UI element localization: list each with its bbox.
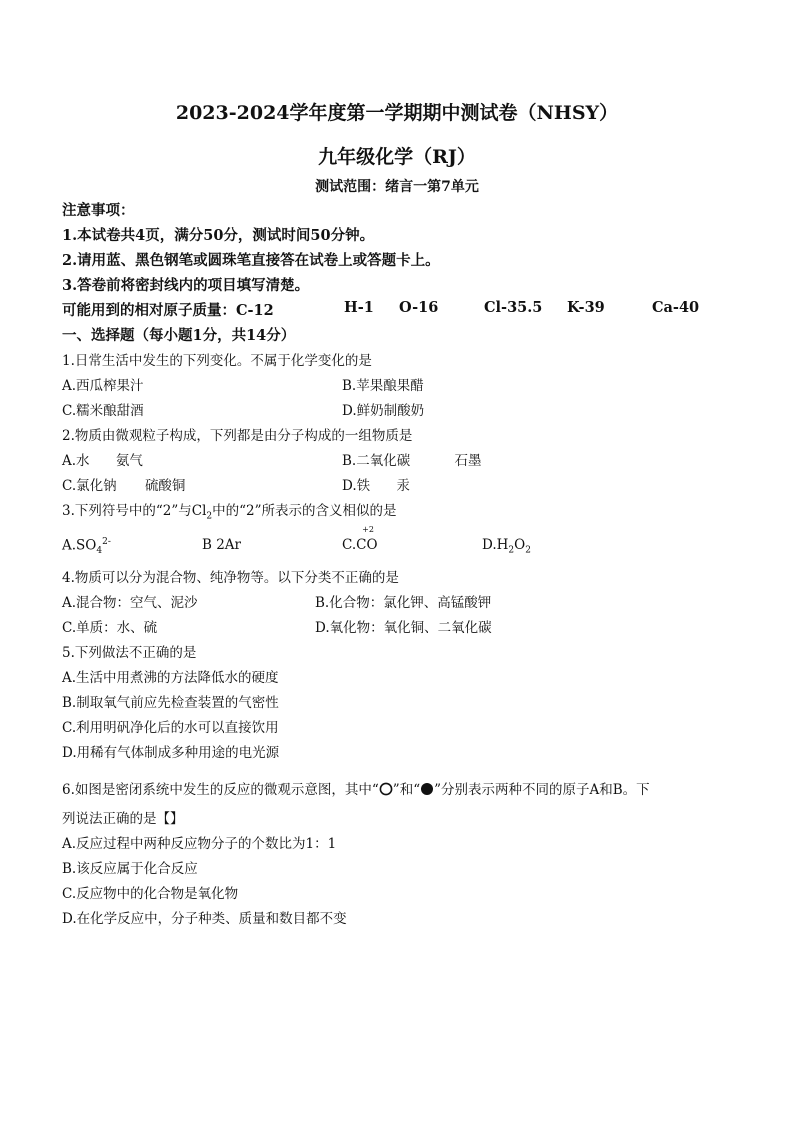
q5-option-a: A.生活中用煮沸的方法降低水的硬度	[62, 670, 279, 686]
q2-option-c-item2: 硫酸铜	[144, 478, 186, 494]
q4-option-a: A.混合物：空气、泥沙	[62, 595, 198, 611]
q3-option-a	[62, 537, 111, 556]
q6-option-a: A.反应过程中两种反应物分子的个数比为1：1	[62, 836, 337, 852]
q1-option-b: B.苹果酿果醋	[342, 378, 424, 394]
q3-c-rest: O	[366, 537, 378, 553]
q2-option-c-item1: C.氯化钠	[62, 478, 117, 494]
q3-d-sub1: 2	[508, 545, 515, 556]
q2-option-d	[342, 474, 410, 494]
note-1: 1.本试卷共4页，满分50分，测试时间50分钟。	[62, 227, 375, 244]
q6-option-d: D.在化学反应中，分子种类、质量和数目都不变	[62, 911, 347, 927]
atomic-mass-h: H-1	[344, 299, 374, 316]
q1-option-a: A.西瓜榨果汁	[62, 378, 144, 394]
q4-option-b: B.化合物：氯化钾、高锰酸钾	[315, 595, 492, 611]
q3-a-sup: 2-	[102, 537, 111, 547]
q3-a-main: A.SO	[62, 537, 97, 554]
q6-option-b: B.该反应属于化合反应	[62, 861, 198, 877]
q3-d-sub2: 2	[525, 545, 531, 556]
q5-option-c: C.利用明矾净化后的水可以直接饮用	[62, 720, 279, 736]
notes-heading: 注意事项：	[62, 202, 135, 219]
atomic-mass-o: O-16	[399, 299, 439, 316]
filled-circle-icon	[420, 782, 434, 796]
q2-option-d-item1: D.铁	[342, 478, 371, 494]
q6-stem-line1	[62, 778, 650, 798]
q3-stem-sub: 2	[206, 511, 213, 522]
q3-a-sub: 4	[96, 546, 103, 557]
exam-subtitle: 九年级化学（RJ）	[318, 146, 476, 168]
q6-stem-post: ”分别表示两种不同的原子A和B。下	[434, 782, 650, 798]
q5-option-b: B.制取氧气前应先检查装置的气密性	[62, 695, 279, 711]
exam-title: 2023-2024学年度第一学期期中测试卷（NHSY）	[175, 102, 619, 124]
q2-option-b-item1: B.二氧化碳	[342, 453, 411, 469]
q3-c-label: C.	[342, 537, 357, 553]
q6-stem-mid: ”和“	[392, 782, 421, 798]
q2-option-a	[62, 449, 143, 469]
q6-stem-line2: 列说法正确的是【】	[62, 811, 184, 827]
q3-d-h: D.H	[482, 537, 509, 553]
q3-option-b: B 2Ar	[202, 537, 242, 553]
q4-option-d: D.氧化物：氧化铜、二氧化碳	[315, 620, 492, 636]
atomic-mass-k: K-39	[567, 299, 605, 316]
q4-option-c: C.单质：水、硫	[62, 620, 158, 636]
atomic-mass-cl: Cl-35.5	[484, 299, 543, 316]
q6-option-c: C.反应物中的化合物是氧化物	[62, 886, 239, 902]
open-circle-icon	[379, 782, 393, 796]
q3-c-element: C	[356, 537, 367, 553]
q2-option-c	[62, 474, 185, 494]
q6-stem-pre: 6.如图是密闭系统中发生的反应的微观示意图，其中“	[62, 782, 379, 798]
q3-c-valence: +2	[362, 525, 374, 534]
atomic-mass-line	[62, 299, 742, 319]
q5-option-d: D.用稀有气体制成多种用途的电光源	[62, 745, 280, 761]
q3-stem	[62, 499, 397, 522]
q1-option-d: D.鲜奶制酸奶	[342, 403, 425, 419]
q3-stem-pre: 3.下列符号中的“2”与Cl	[62, 503, 207, 519]
q2-option-d-item2: 汞	[396, 478, 410, 494]
q5-stem: 5.下列做法不正确的是	[62, 645, 197, 661]
q2-option-a-item1: A.水	[62, 453, 90, 469]
q2-stem: 2.物质由微观粒子构成，下列都是由分子构成的一组物质是	[62, 428, 413, 444]
exam-scope: 测试范围：绪言一第7单元	[315, 179, 479, 195]
atomic-mass-ca: Ca-40	[652, 299, 700, 316]
q3-d-o: O	[514, 537, 526, 553]
section-heading: 一、选择题（每小题1分，共14分）	[62, 327, 296, 344]
q1-option-c: C.糯米酿甜酒	[62, 403, 144, 419]
q3-option-d	[482, 537, 531, 556]
q1-stem: 1.日常生活中发生的下列变化。不属于化学变化的是	[62, 353, 372, 369]
q2-option-a-item2: 氨气	[115, 453, 143, 469]
q3-c-formula	[356, 525, 374, 553]
note-3: 3.答卷前将密封线内的项目填写清楚。	[62, 277, 310, 294]
q3-stem-post: 中的“2”所表示的含义相似的是	[212, 503, 397, 519]
q4-stem: 4.物质可以分为混合物、纯净物等。以下分类不正确的是	[62, 570, 399, 586]
q3-option-c	[342, 525, 378, 553]
note-2: 2.请用蓝、黑色钢笔或圆珠笔直接答在试卷上或答题卡上。	[62, 252, 440, 269]
q2-option-b-item2: 石墨	[454, 453, 482, 469]
atomic-mass-label: 可能用到的相对原子质量：C-12	[62, 302, 274, 319]
q2-option-b	[342, 449, 482, 469]
